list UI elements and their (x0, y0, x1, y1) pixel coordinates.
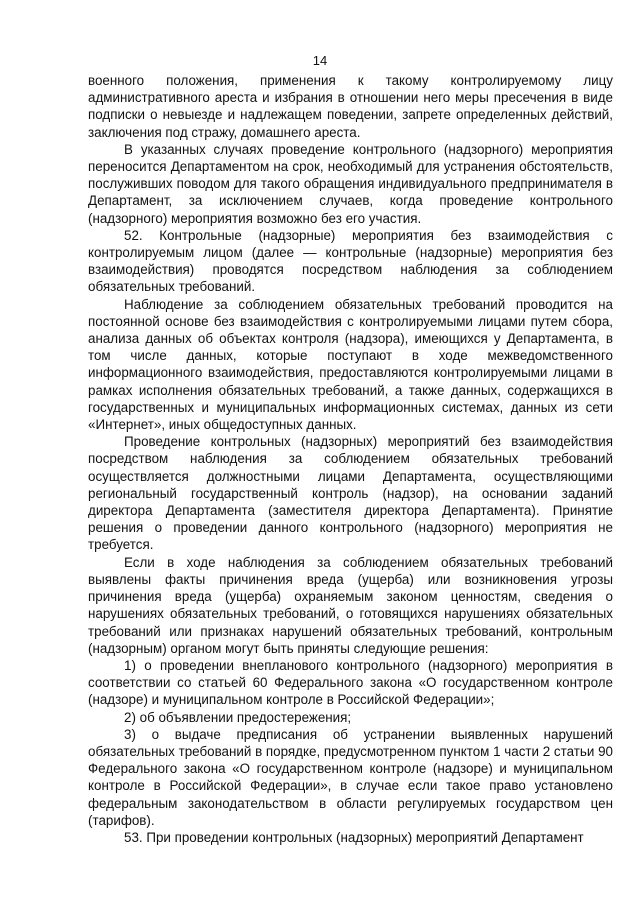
list-item-3: 3) о выдаче предписания об устранении выявленных нарушений обязательных требований в порядке, предусмотренном пунктом 1 части 2 статьи 90 Федерального закона «О государственном контроле (надзоре) и муниципальном контроле в Российской Федерации», в случае если такое право установлено федеральным законодательством в области регулируемых государством цен (тарифов). (88, 726, 613, 828)
list-item-1: 1) о проведении внепланового контрольного (надзорного) мероприятия в соответствии со статьей 60 Федерального закона «О государственном контроле (надзоре) и муниципальном контроле в Российской Федерации»; (88, 657, 613, 708)
page-number: 14 (312, 53, 328, 68)
list-item-2: 2) об объявлении предостережения; (124, 709, 352, 725)
paragraph-observation: Наблюдение за соблюдением обязательных требований проводится на постоянной основе без взаимодействия с контролируемыми лицами путем сбора, анализа данных об объектах контроля (надзора), имеющихся у Департамента, в том числе данных, которые поступают в ходе межведомственного информационного взаимодействия, предоставляются контролируемыми лицами в рамках исполнения обязательных требований, а также данных, содержащихся в государственных и муниципальных информационных системах, данных из сети «Интернет», иных общедоступных данных. (88, 296, 613, 433)
paragraph-violations-found: Если в ходе наблюдения за соблюдением обязательных требований выявлены факты причинения вреда (ущерба) или возникновения угрозы причинения вреда (ущерба) охраняемым законом ценностям, сведения о нарушениях обязательных требований, о готовящихся нарушениях обязательных требований или признаках нарушений обязательных требований, контрольным (надзорным) органом могут быть приняты следующие решения: (88, 554, 613, 656)
paragraph-conduct: Проведение контрольных (надзорных) мероприятий без взаимодействия посредством наблюдения за соблюдением обязательных требований осуществляется должностными лицами Департамента, осуществляющими региональный государственный контроль (надзор), на основании заданий директора Департамента (заместителя директора Департамента). Принятие решения о проведении данного контрольного (надзорного) мероприятия не требуется. (88, 434, 613, 553)
paragraph-53: 53. При проведении контрольных (надзорных) мероприятий Департамент (124, 829, 584, 845)
paragraph-52: 52. Контрольные (надзорные) мероприятия без взаимодействия с контролируемым лицом (далее — контрольные (надзорные) мероприятия без взаимодействия) проводятся посредством наблюдения за соблюдением обязательных требований. (88, 227, 613, 295)
paragraph-military-situation: военного положения, применения к такому контролируемому лицу административного ареста и избрания в отношении него меры пресечения в виде подписки о невыезде и надлежащем поведении, запрете определенных действий, заключения под стражу, домашнего ареста. (88, 73, 613, 140)
document-body (88, 72, 613, 846)
paragraph-postponement: В указанных случаях проведение контрольного (надзорного) мероприятия переносится Департаментом на срок, необходимый для устранения обстоятельств, послуживших поводом для такого обращения индивидуального предпринимателя в Департамент, за исключением случаев, когда проведение контрольного (надзорного) мероприятия возможно без его участия. (88, 141, 613, 226)
